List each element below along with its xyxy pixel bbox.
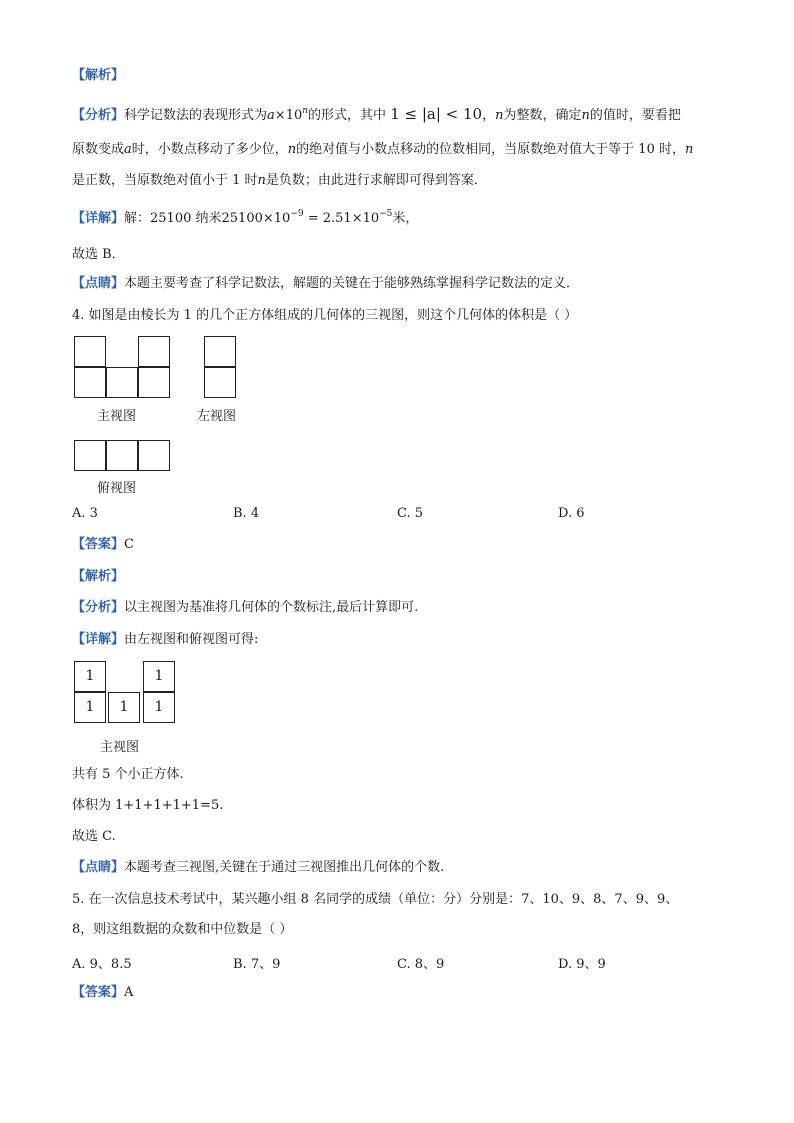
formula-exponent: −9 [290, 209, 304, 219]
cell-count: 1 [154, 699, 164, 715]
formula-exponent: n [302, 106, 309, 116]
answer-value: A [124, 985, 134, 1000]
grid-cell [138, 336, 170, 367]
remark-tag: 【点睛】 [72, 276, 125, 291]
grid-cell [138, 440, 170, 471]
analysis-text: 原数变成 [72, 142, 125, 157]
solution-tag: 【详解】 [72, 211, 125, 226]
analysis-line-2 [72, 141, 693, 159]
remark-text: 本题考查三视图,关键在于通过三视图推出几何体的个数. [124, 860, 445, 875]
cell-count: 1 [154, 668, 164, 684]
analysis-tag: 【分析】 [72, 108, 125, 123]
option-b: B. 7、9 [233, 957, 281, 972]
section-jiexi-label: 【解析】 [72, 68, 125, 83]
question-5-line-1: 5. 在一次信息技术考试中，某兴趣小组 8 名同学的成绩（单位：分）分别是：7、10、9、8、7、9、9、 [72, 892, 679, 907]
remark-line [72, 275, 579, 293]
solution-text: 米， [392, 211, 419, 226]
grid-cell [106, 367, 138, 398]
solution-tag: 【详解】 [72, 632, 125, 647]
grid-cell [204, 367, 236, 398]
solution-formula: 25100×10 [221, 211, 291, 226]
volume-line: 体积为 1+1+1+1+1=5. [72, 798, 224, 813]
cell-count: 1 [85, 699, 95, 715]
choice-line: 故选 C. [72, 829, 116, 844]
var-n: n [257, 173, 266, 188]
option-c: C. 8、9 [397, 957, 445, 972]
analysis-text: 时，小数点移动了多少位， [131, 142, 288, 157]
analysis-text: 的形式，其中 [308, 108, 387, 123]
front-view-caption: 主视图 [97, 409, 137, 424]
var-n: n [287, 142, 297, 157]
question-5-line-2: 8，则这组数据的众数和中位数是（ ） [72, 922, 293, 937]
analysis-line-1 [72, 105, 681, 125]
option-a: A. 3 [72, 506, 98, 521]
inequality-formula: 1 ≤ |a| < 10 [390, 105, 483, 123]
grid-cell [204, 336, 236, 367]
var-a: a [124, 142, 132, 157]
option-b: B. 4 [233, 506, 260, 521]
formula-a: a [267, 108, 275, 123]
solution-text: 由左视图和俯视图可得: [124, 632, 259, 647]
remark-line [72, 859, 444, 877]
grid-cell [74, 440, 106, 471]
cell-count: 1 [85, 668, 95, 684]
total-line: 共有 5 个小正方体. [72, 767, 184, 782]
answer-line-4 [72, 536, 134, 554]
question-4: 4. 如图是由棱长为 1 的几个正方体组成的几何体的三视图，则这个几何体的体积是（ ） [72, 308, 578, 323]
analysis-text: 的值时，要看把 [589, 108, 681, 123]
analysis-text: 的绝对值与小数点移动的位数相同，当原数绝对值大于等于 10 时， [296, 142, 685, 157]
answer-tag: 【答案】 [72, 985, 125, 1000]
section-jiexi-label: 【解析】 [72, 569, 125, 584]
analysis-line-3 [72, 172, 487, 190]
analysis-text: 科学记数法的表现形式为 [124, 108, 268, 123]
analysis-text: 是正数，当原数绝对值小于 1 时 [72, 173, 258, 188]
answer-value: C [124, 537, 134, 552]
grid-cell [74, 336, 106, 367]
grid-cell [74, 367, 106, 398]
analysis-text: 以主视图为基准将几何体的个数标注,最后计算即可. [124, 600, 419, 615]
top-view-caption: 俯视图 [97, 481, 137, 496]
formula-exponent: −5 [379, 209, 393, 219]
analysis-line-4 [72, 599, 418, 617]
cell-count: 1 [119, 699, 129, 715]
var-n: n [581, 108, 590, 123]
analysis-tag: 【分析】 [72, 600, 125, 615]
solution-formula: = 2.51×10 [303, 211, 380, 226]
grid-cell [106, 440, 138, 471]
option-c: C. 5 [397, 506, 424, 521]
analysis-text: 为整数，确定 [503, 108, 582, 123]
solution-text: 解：25100 纳米 [124, 211, 222, 226]
option-d: D. 6 [558, 506, 585, 521]
var-n: n [495, 108, 504, 123]
left-view-caption: 左视图 [197, 409, 237, 424]
answer-line-5 [72, 984, 133, 1002]
solution-line-4 [72, 631, 258, 649]
choice-line: 故选 B． [72, 247, 125, 262]
analysis-text: 是负数；由此进行求解即可得到答案． [265, 173, 487, 188]
option-a: A. 9、8.5 [72, 957, 132, 972]
formula-times-ten: ×10 [274, 108, 303, 123]
front-view-caption: 主视图 [100, 740, 140, 755]
remark-text: 本题主要考查了科学记数法，解题的关键在于能够熟练掌握科学记数法的定义． [124, 276, 580, 291]
answer-tag: 【答案】 [72, 537, 125, 552]
grid-cell [138, 367, 170, 398]
analysis-text: ， [482, 108, 496, 123]
option-d: D. 9、9 [558, 957, 606, 972]
remark-tag: 【点睛】 [72, 860, 125, 875]
solution-line [72, 210, 418, 228]
var-n: n [684, 142, 694, 157]
